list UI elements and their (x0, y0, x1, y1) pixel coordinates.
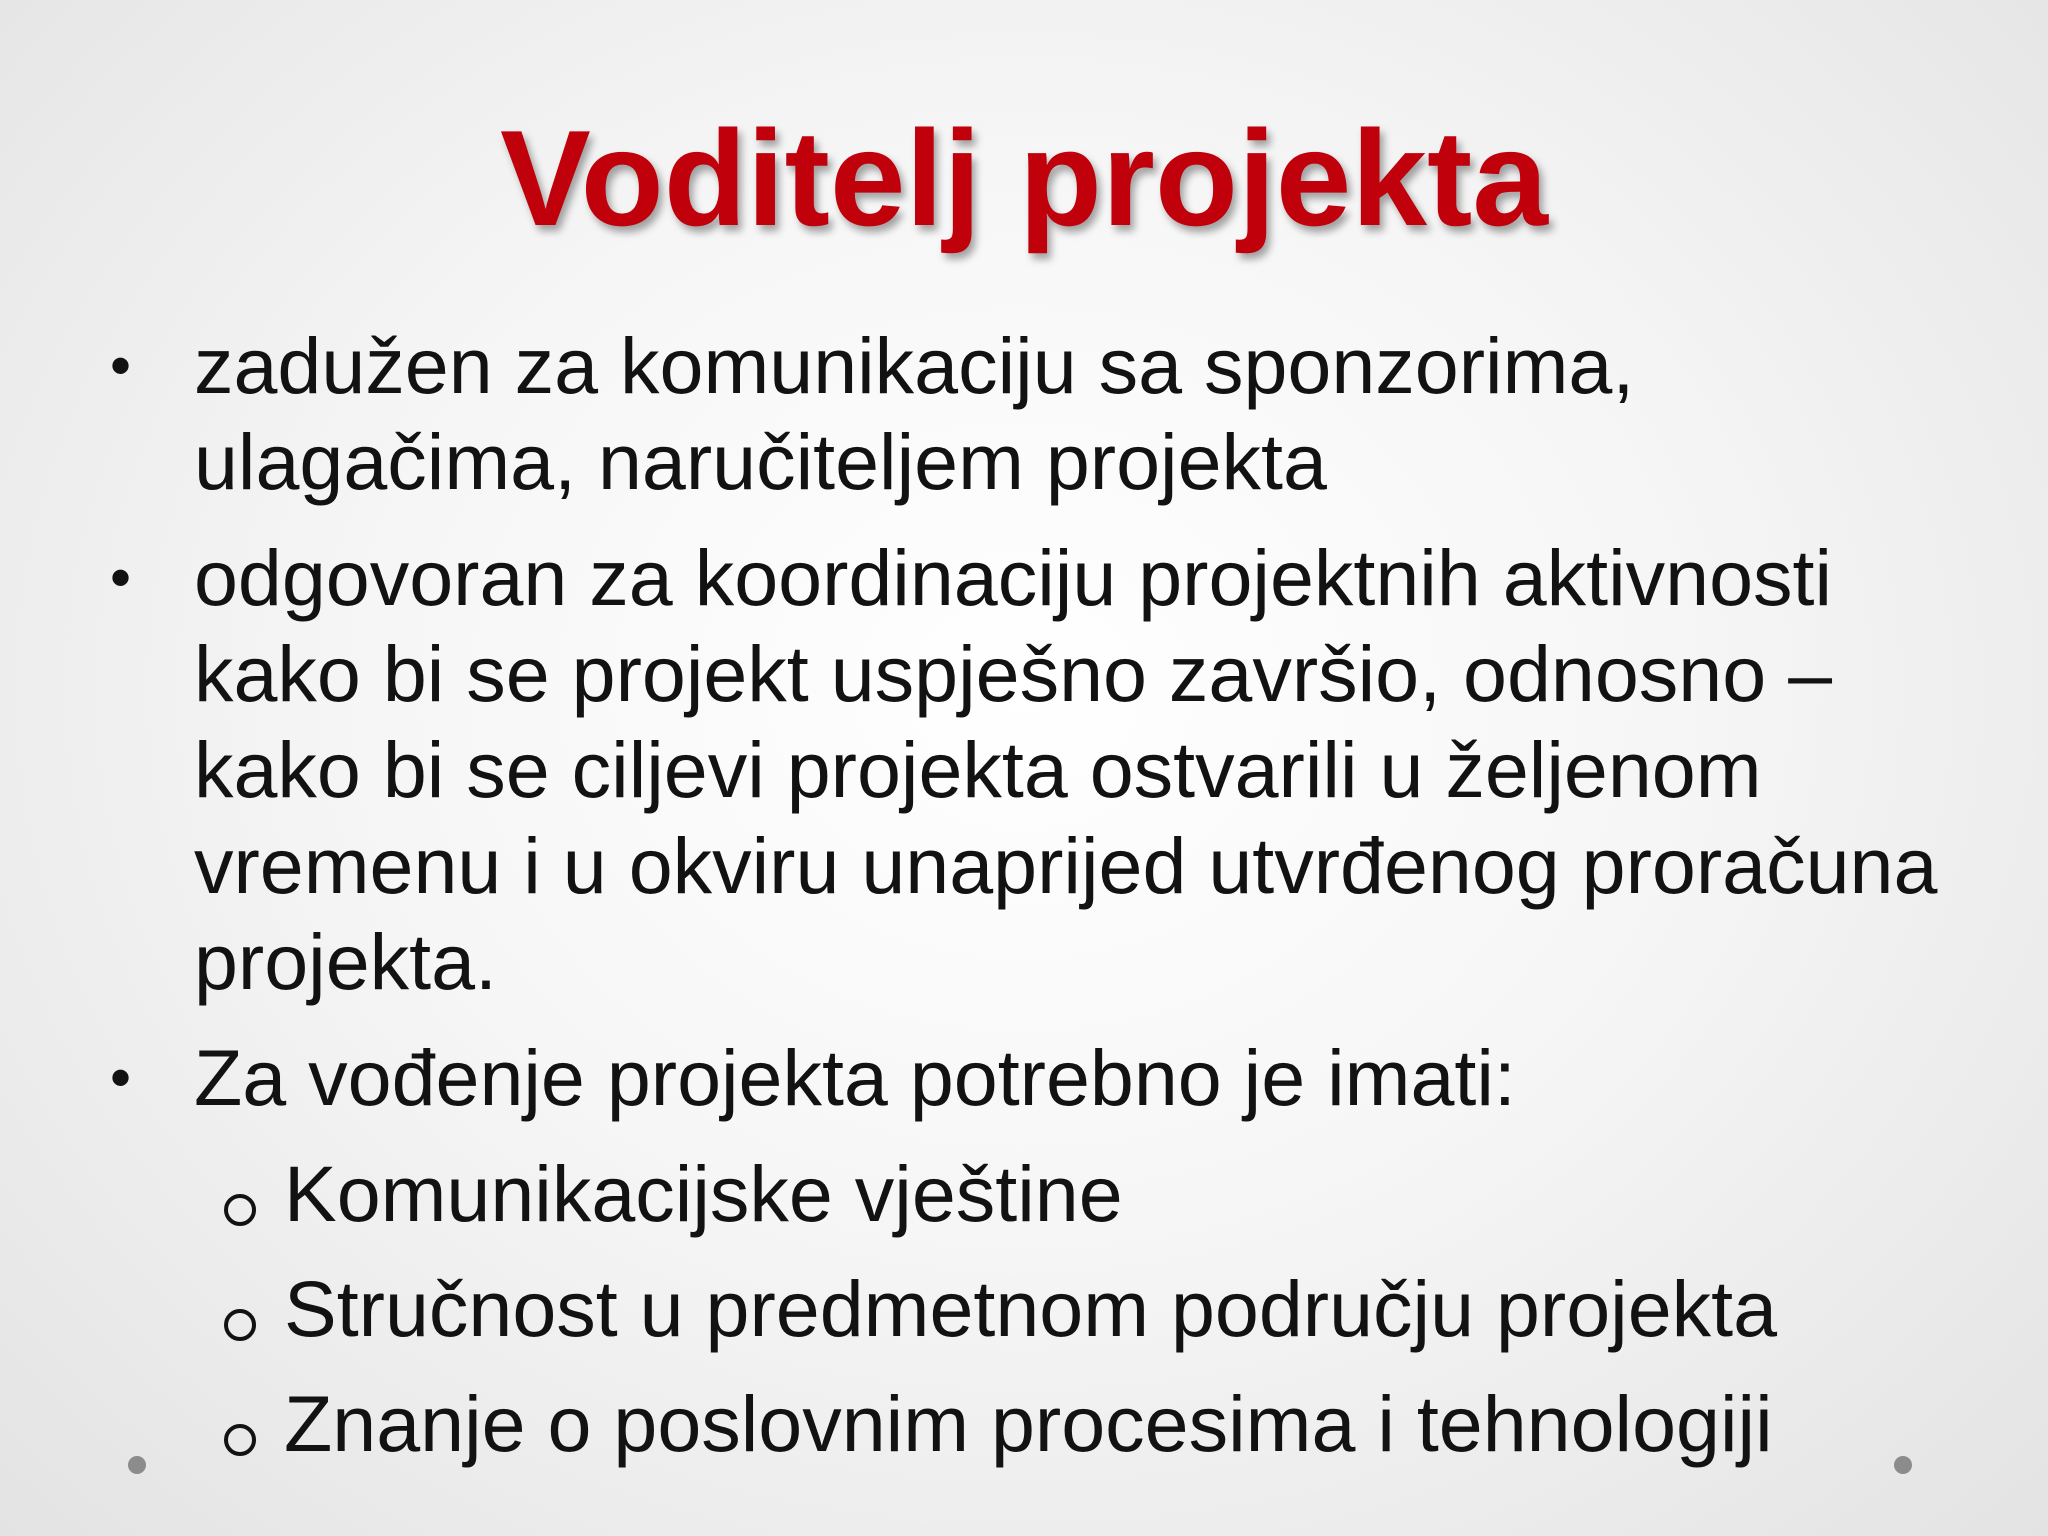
sub-list (110, 1146, 1990, 1472)
sub-list-item (110, 1146, 1990, 1242)
bullet-text: Za vođenje projekta potrebno je imati: (194, 1033, 1516, 1122)
corner-dot-icon (128, 1456, 146, 1474)
sub-item-text: Komunikacijske vještine (284, 1149, 1123, 1238)
bullet-icon: • (110, 544, 132, 611)
circle-bullet-icon (224, 1309, 256, 1341)
bullet-icon: • (110, 332, 132, 399)
sub-item-text: Znanje o poslovnim procesima i tehnologiji (284, 1379, 1773, 1468)
bullet-item (110, 530, 1990, 1010)
sub-list-item (110, 1261, 1990, 1357)
bullet-text: zadužen za komunikaciju sa sponzorima, ulagačima, naručiteljem projekta (194, 321, 1635, 506)
slide-title: Voditelj projekta (500, 102, 1548, 254)
sub-list-item (110, 1376, 1990, 1472)
bullet-text: odgovoran za koordinaciju projektnih aktivnosti kako bi se projekt uspješno završio, odnosno – kako bi se ciljevi projekta ostvarili u željenom vremenu i u okviru unaprijed utvrđenog proračuna projekta. (194, 533, 1938, 1006)
bullet-item (110, 318, 1990, 510)
sub-item-text: Stručnost u predmetnom području projekta (284, 1264, 1778, 1353)
corner-dot-icon (1894, 1456, 1912, 1474)
bullet-item (110, 1030, 1990, 1126)
bullet-icon: • (110, 1044, 132, 1111)
circle-bullet-icon (224, 1194, 256, 1226)
slide-content (110, 318, 1990, 1491)
circle-bullet-icon (224, 1424, 256, 1456)
